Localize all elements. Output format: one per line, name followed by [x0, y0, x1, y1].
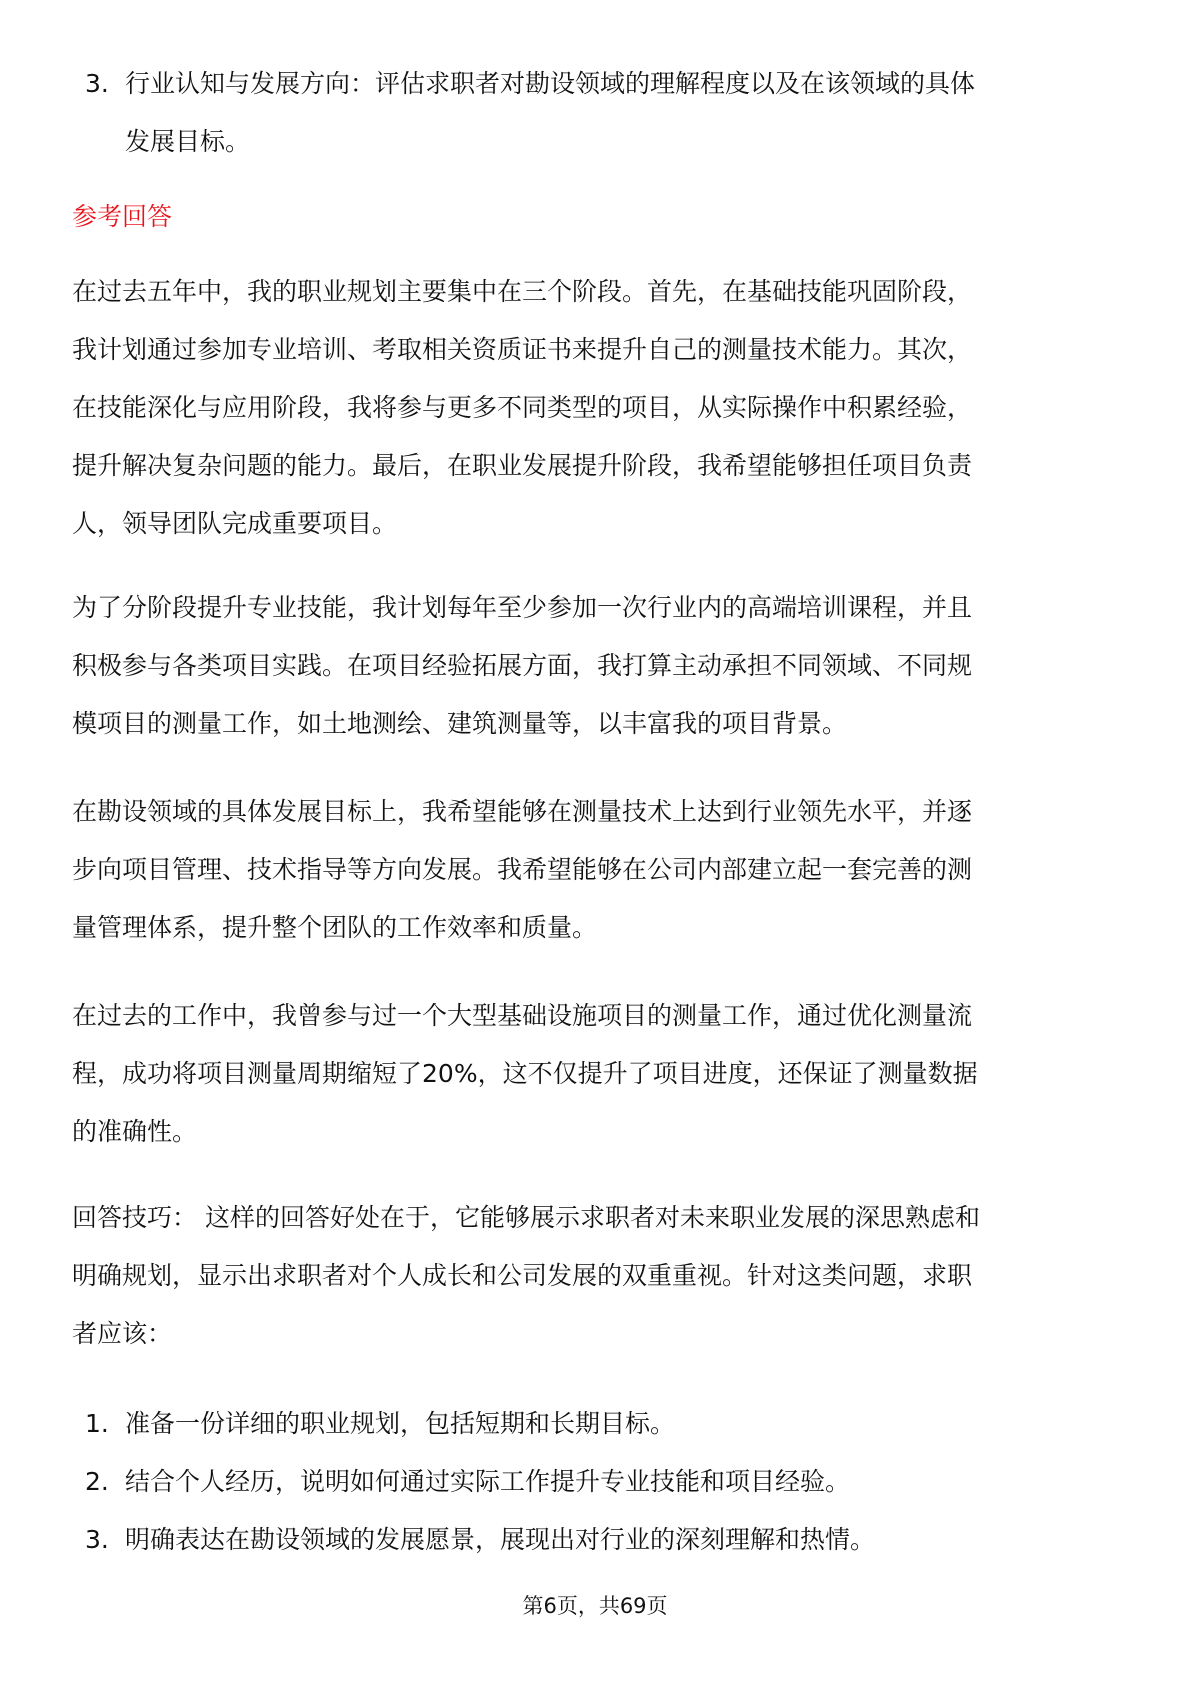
paragraph-line: 人，领导团队完成重要项目。 [72, 509, 398, 538]
paragraph-line: 模项目的测量工作，如土地测绘、建筑测量等，以丰富我的项目背景。 [72, 709, 848, 738]
paragraph-line: 的准确性。 [72, 1117, 198, 1146]
tip-text: 明确表达在勘设领域的发展愿景，展现出对行业的深刻理解和热情。 [125, 1525, 876, 1554]
tip-number: 2. [85, 1467, 109, 1496]
paragraph-line: 在技能深化与应用阶段，我将参与更多不同类型的项目，从实际操作中积累经验， [72, 393, 973, 422]
paragraph-line: 步向项目管理、技术指导等方向发展。我希望能够在公司内部建立起一套完善的测 [72, 855, 973, 884]
paragraph-line: 在过去五年中，我的职业规划主要集中在三个阶段。首先，在基础技能巩固阶段， [72, 277, 973, 306]
paragraph-line: 我计划通过参加专业培训、考取相关资质证书来提升自己的测量技术能力。其次， [72, 335, 973, 364]
paragraph-line: 者应该： [72, 1319, 173, 1348]
list-text-line: 发展目标。 [125, 127, 251, 156]
list-number: 3. [85, 69, 109, 98]
tip-text: 准备一份详细的职业规划，包括短期和长期目标。 [125, 1409, 676, 1438]
paragraph-line: 在过去的工作中，我曾参与过一个大型基础设施项目的测量工作，通过优化测量流 [72, 1001, 973, 1030]
paragraph-line: 提升解决复杂问题的能力。最后，在职业发展提升阶段，我希望能够担任项目负责 [72, 451, 973, 480]
paragraph-line: 程，成功将项目测量周期缩短了20%，这不仅提升了项目进度，还保证了测量数据 [72, 1059, 978, 1088]
paragraph-line: 量管理体系，提升整个团队的工作效率和质量。 [72, 913, 598, 942]
tip-number: 1. [85, 1409, 109, 1438]
paragraph-line: 积极参与各类项目实践。在项目经验拓展方面，我打算主动承担不同领域、不同规 [72, 651, 973, 680]
paragraph-line: 在勘设领域的具体发展目标上，我希望能够在测量技术上达到行业领先水平，并逐 [72, 797, 973, 826]
tip-text: 结合个人经历，说明如何通过实际工作提升专业技能和项目经验。 [125, 1467, 851, 1496]
section-heading: 参考回答 [72, 202, 173, 231]
tip-number: 3. [85, 1525, 109, 1554]
page-footer: 第6页，共69页 [522, 1594, 668, 1618]
list-text-line: 行业认知与发展方向：评估求职者对勘设领域的理解程度以及在该领域的具体 [125, 69, 976, 98]
paragraph-line: 回答技巧： 这样的回答好处在于，它能够展示求职者对未来职业发展的深思熟虑和 [72, 1203, 980, 1232]
paragraph-line: 为了分阶段提升专业技能，我计划每年至少参加一次行业内的高端培训课程，并且 [72, 593, 973, 622]
paragraph-line: 明确规划，显示出求职者对个人成长和公司发展的双重重视。针对这类问题，求职 [72, 1261, 973, 1290]
